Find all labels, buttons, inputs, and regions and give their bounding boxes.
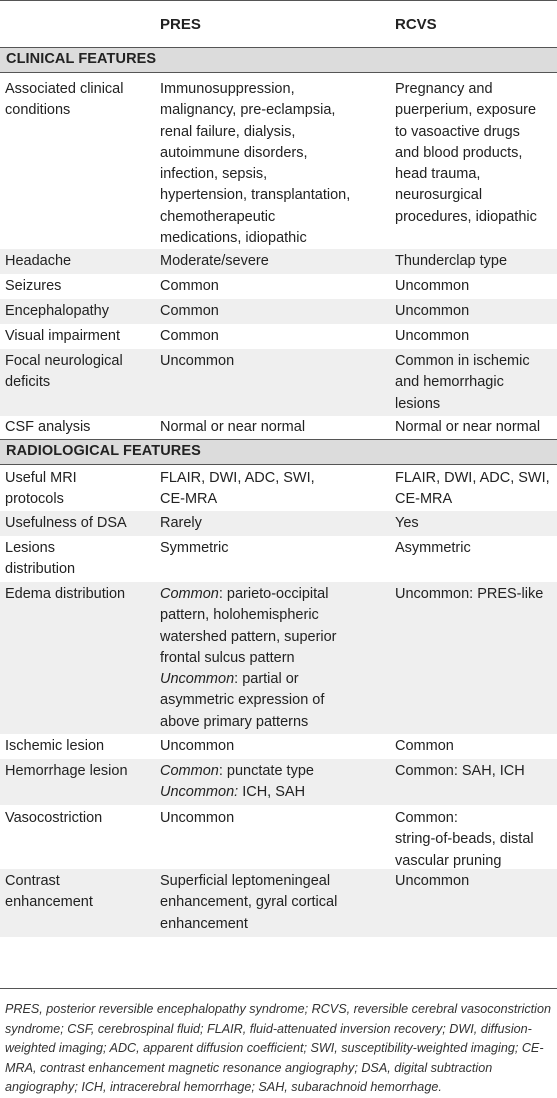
header-pres: PRES (160, 16, 201, 33)
table-row: Focal neurological deficits Uncommon Common in ischemic and hemorrhagic lesions (0, 349, 557, 416)
table-footnote: PRES, posterior reversible encephalopathy syndrome; RCVS, reversible cerebral vasoconstriction syndrome; CSF, cerebrospinal fluid; FLAIR, fluid-attenuated inversion recovery; DWI, diffusion-weighted imaging; ADC, apparent diffusion coefficient; SWI, susceptibility-weighted imaging; CE-MRA, contrast enhancement magnetic resonance angiography; DSA, digital subtraction angiography; ICH, intracerebral hemorrhage; SAH, subarachnoid hemorrhage. (5, 1002, 551, 1094)
table-row: Ischemic lesion Uncommon Common (5, 738, 454, 754)
table-row: Hemorrhage lesion Common: punctate type Uncommon: ICH, SAH Common: SAH, ICH (0, 759, 557, 805)
table-row: Contrast enhancement Superficial leptomeningeal enhancement, gyral cortical enhancement Uncommon (0, 869, 557, 937)
section-radiological-features: RADIOLOGICAL FEATURES (0, 439, 557, 465)
table-row: Usefulness of DSA Rarely Yes (0, 511, 557, 536)
table-row: Encephalopathy Common Uncommon (0, 299, 557, 324)
table-row: Visual impairment Common Uncommon (5, 328, 470, 344)
table-row: Edema distribution Common: parieto-occipital pattern, holohemispheric watershed pattern, superior frontal sulcus pattern Uncommon: partial or asymmetric expression of above primary patterns Uncommon: PRES-like (0, 582, 557, 734)
hemorrhage-pres-cell: Common: punctate type Uncommon: ICH, SAH (160, 763, 314, 801)
table-row: Vasocostriction Uncommon Common: string-of-beads, distal vascular pruning (5, 810, 534, 869)
header-rcvs: RCVS (395, 16, 437, 33)
table-row: Associated clinical conditions Immunosuppression, malignancy, pre-eclampsia, renal failure, dialysis, autoimmune disorders, infection, sepsis, hypertension, transplantation, chemotherapeutic medications, idiopathic Pregnancy and puerperium, exposure to vasoactive drugs and blood products, head trauma, neurosurgical procedures, idiopathic (5, 81, 537, 247)
edema-pres-cell: Common: parieto-occipital pattern, holohemispheric watershed pattern, superior frontal sulcus pattern Uncommon: partial or asymmetric expression of above primary patterns (160, 586, 337, 730)
table-header (0, 1, 557, 47)
bottom-rule (0, 988, 557, 989)
table-row: Lesions distribution Symmetric Asymmetric (5, 540, 471, 578)
table-row: Headache Moderate/severe Thunderclap type (0, 249, 557, 274)
table-row: Seizures Common Uncommon (5, 278, 470, 294)
table-row: Useful MRI protocols FLAIR, DWI, ADC, SWI, CE-MRA FLAIR, DWI, ADC, SWI, CE-MRA (5, 470, 550, 508)
section-clinical-features: CLINICAL FEATURES (0, 47, 557, 73)
table-row: CSF analysis Normal or near normal Normal or near normal (5, 419, 541, 435)
